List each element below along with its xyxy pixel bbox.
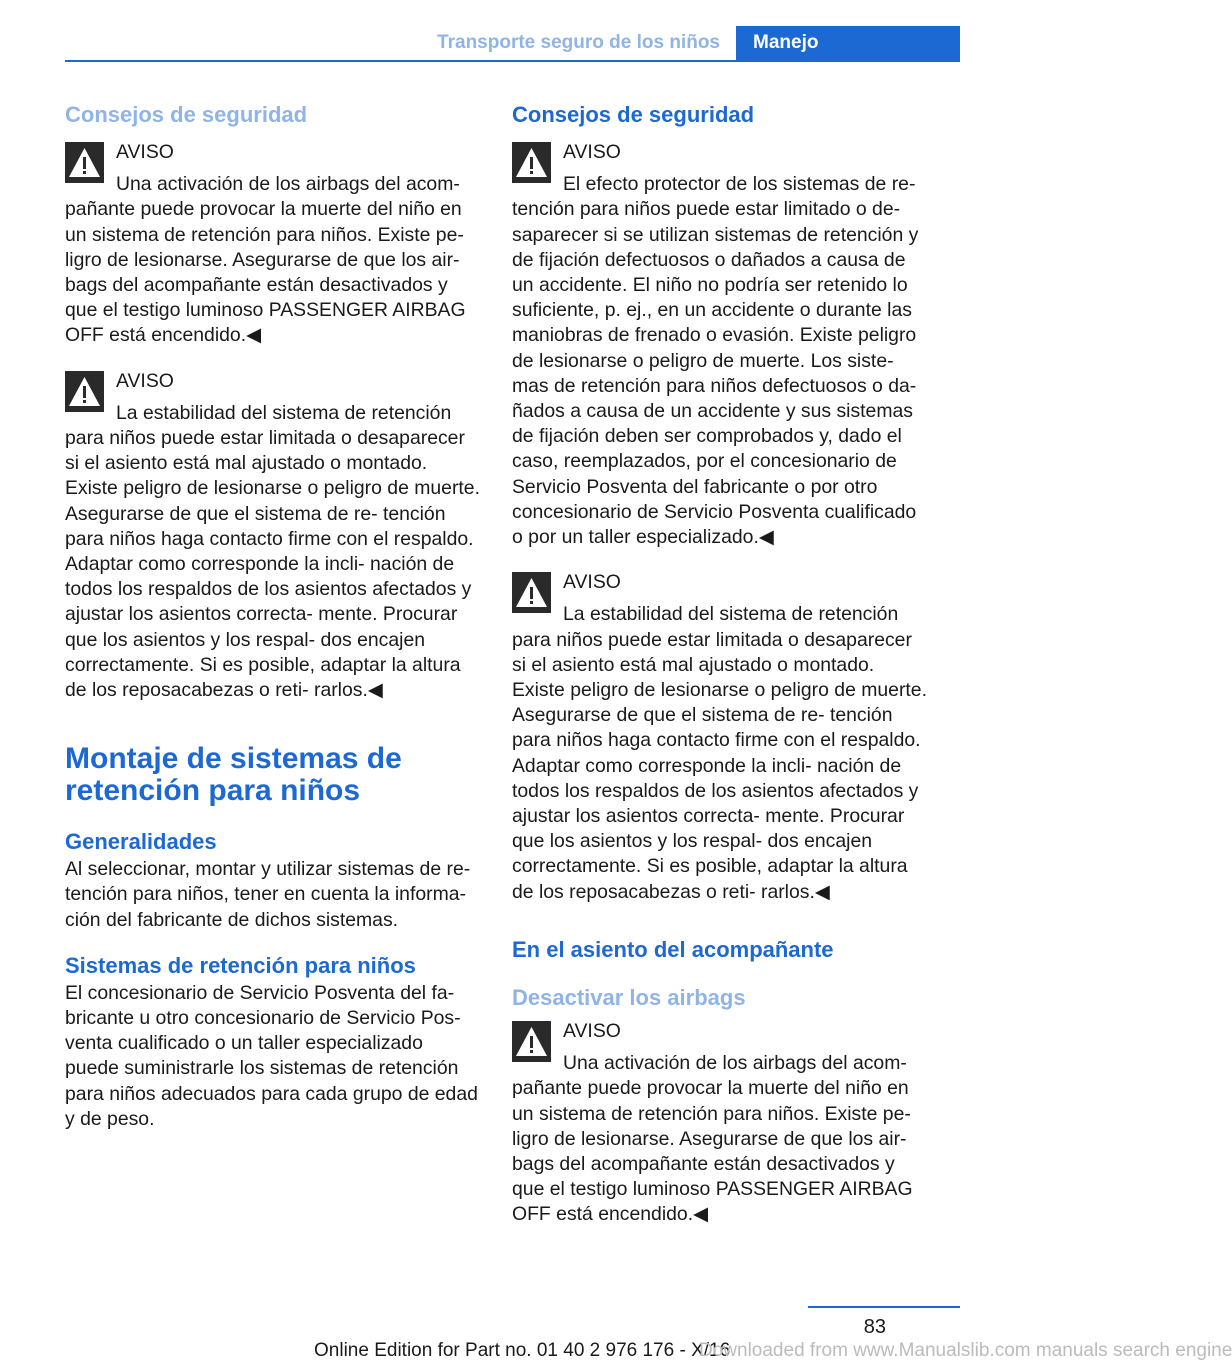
warning-block <box>512 570 927 905</box>
left-column <box>65 100 480 1132</box>
heading-child-restraints: Sistemas de retención para niños <box>65 952 416 978</box>
footer-rule <box>808 1306 960 1308</box>
systems-text: El concesionario de Servicio Posventa del fa‐ bricante u otro concesionario de Servicio Pos‐ venta cualificado o un taller especializado puede suministrarle los sistemas de retención para niños adecuados para cada grupo de edad y de peso. <box>65 981 478 1130</box>
footer-edition: Online Edition for Part no. 01 40 2 976 176 - X/16 <box>314 1340 731 1361</box>
header-rule <box>65 60 960 62</box>
right-column <box>512 100 927 1228</box>
warning-block <box>512 1019 927 1228</box>
warning-block <box>65 369 480 704</box>
warning-text: La estabilidad del sistema de retención para niños puede estar limitada o desaparecer si el asiento está mal ajustado o montado. Existe peligro de lesionarse o peligro de muerte. Asegurarse de que el sistema de re‐ tención para niños haga contacto firme con el respaldo. Adaptar como corresponde la incli‐ nación de todos los respaldos de los asientos afectados y ajustar los asientos correcta‐ mente. Procurar que los asientos y los respal‐ dos encajen correctamente. Si es posible, adaptar la altura de los reposacabezas o reti‐ rarlos.◀ <box>512 603 927 903</box>
warning-triangle-icon <box>65 142 104 183</box>
page-number: 83 <box>863 1316 886 1338</box>
heading-passenger-seat: En el asiento del acompañante <box>512 936 834 962</box>
warning-block <box>65 140 480 349</box>
page-header <box>65 26 960 62</box>
footer-watermark: Downloaded from www.Manualslib.com manuals search engine <box>699 1340 1232 1361</box>
warning-label: AVISO <box>563 1019 621 1042</box>
warning-triangle-icon <box>65 371 104 412</box>
warning-triangle-icon <box>512 142 551 183</box>
warning-text: El efecto protector de los sistemas de re‐ tención para niños puede estar limitado o de‐ saparecer si se utilizan sistemas de retención y de fijación defectuosos o dañados a causa de un accidente. El niño no podría ser retenido lo suficiente, p. ej., en un accidente o durante las maniobras de frenado o evasión. Existe peligro de lesionarse o peligro de muerte. Los siste‐ mas de retención para niños defectuosos o da‐ ñados a causa de un accidente y sus sistemas de fijación deben ser comprobados y, dado el caso, reemplazados, por el concesionario de Servicio Posventa del fabricante o por otro concesionario de Servicio Posventa cualificado o por un taller especializado.◀ <box>512 173 919 549</box>
heading-safety-tips: Consejos de seguridad <box>65 102 308 127</box>
header-chapter-tab: Manejo <box>736 26 960 62</box>
general-text: Al seleccionar, montar y utilizar sistemas de re‐ tención para niños, tener en cuenta la informa‐ ción del fabricante de dichos sistemas. <box>65 858 471 931</box>
warning-triangle-icon <box>512 572 551 613</box>
warning-label: AVISO <box>563 571 621 594</box>
warning-label: AVISO <box>563 141 621 163</box>
header-section-title: Transporte seguro de los niños <box>437 32 720 53</box>
warning-text: Una activación de los airbags del acom‐ pañante puede provocar la muerte del niño en un sistema de retención para niños. Existe pe‐ ligro de lesionarse. Asegurarse de que los air‐ bags del acompañante están desactivados y que el testigo luminoso PASSENGER AIRBAG OFF está encendido.◀ <box>512 1052 913 1226</box>
warning-text: Una activación de los airbags del acom‐ pañante puede provocar la muerte del niño en un sistema de retención para niños. Existe pe‐ ligro de lesionarse. Asegurarse de que los air‐ bags del acompañante están desactivados y que el testigo luminoso PASSENGER AIRBAG OFF está encendido.◀ <box>65 173 466 347</box>
warning-block <box>512 140 927 550</box>
heading-general: Generalidades <box>65 829 217 855</box>
warning-label: AVISO <box>116 141 174 163</box>
heading-deactivate-airbags: Desactivar los airbags <box>512 984 746 1010</box>
heading-mounting: Montaje de sistemas de retención para niños <box>65 742 402 808</box>
heading-safety-tips: Consejos de seguridad <box>512 102 755 127</box>
warning-label: AVISO <box>116 369 174 392</box>
warning-text: La estabilidad del sistema de retención para niños puede estar limitada o desaparecer si el asiento está mal ajustado o montado. Existe peligro de lesionarse o peligro de muerte. Asegurarse de que el sistema de re‐ tención para niños haga contacto firme con el respaldo. Adaptar como corresponde la incli‐ nación de todos los respaldos de los asientos afectados y ajustar los asientos correcta‐ mente. Procurar que los asientos y los respal‐ dos encajen correctamente. Si es posible, adaptar la altura de los reposacabezas o reti‐ rarlos.◀ <box>65 401 480 702</box>
warning-triangle-icon <box>512 1021 551 1062</box>
